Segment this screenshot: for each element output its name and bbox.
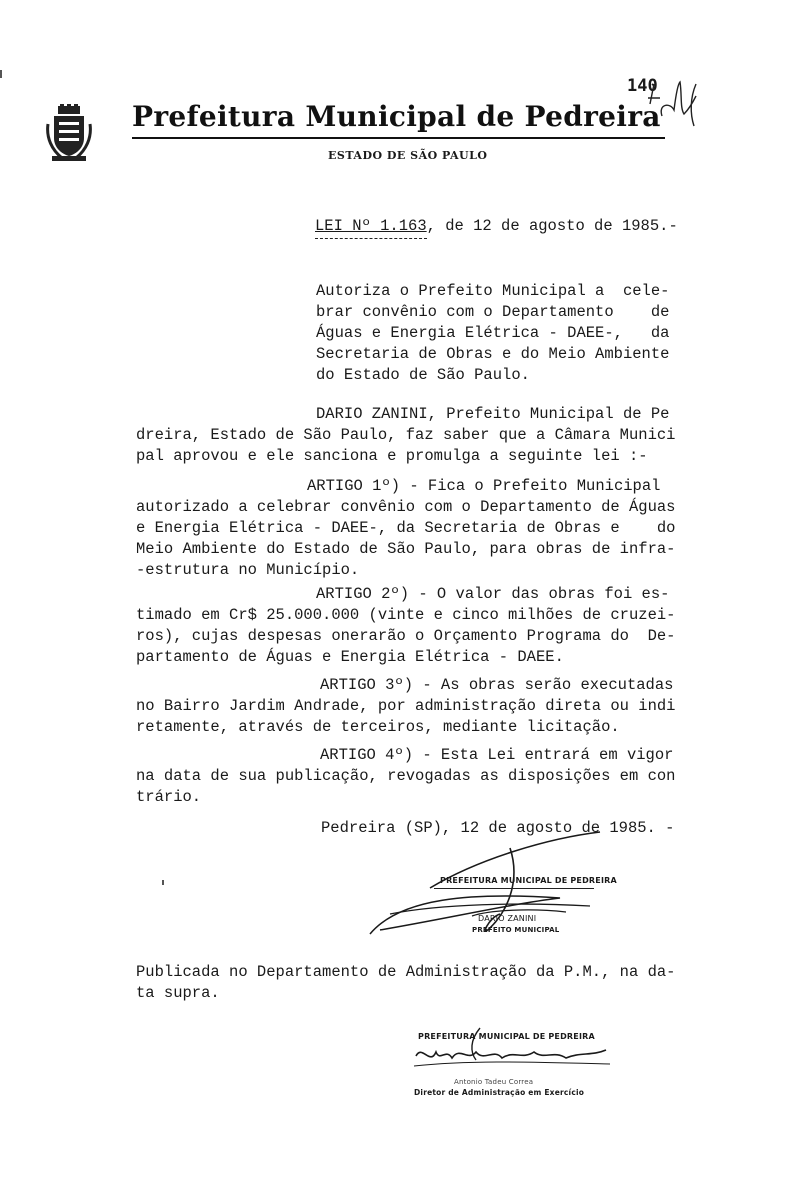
preamble-block <box>136 404 676 467</box>
article-2 <box>136 584 676 668</box>
publication-block <box>136 962 676 1004</box>
place-date: Pedreira (SP), 12 de agosto de 1985. - <box>321 819 675 837</box>
signatory-name: Antonio Tadeu Correa <box>454 1078 534 1086</box>
signatory-role: Diretor de Administração em Exercício <box>414 1088 585 1097</box>
publication-line: ta supra. <box>136 984 220 1002</box>
article-line: ARTIGO 4º) - Esta Lei entrará em vigor <box>320 746 674 764</box>
article-line: Meio Ambiente do Estado de São Paulo, para obras de infra- <box>136 540 676 558</box>
article-line: ros), cujas despesas onerarão o Orçamento Programa do De- <box>136 627 676 645</box>
article-1 <box>136 476 676 581</box>
article-line: ARTIGO 2º) - O valor das obras foi es- <box>316 585 670 603</box>
summary-line: brar convênio com o Departamento de <box>316 303 670 321</box>
signatory-role: PREFEITO MUNICIPAL <box>472 926 560 934</box>
article-line: -estrutura no Município. <box>136 561 360 579</box>
preamble-line: pal aprovou e ele sanciona e promulga a seguinte lei :- <box>136 447 648 465</box>
article-line: e Energia Elétrica - DAEE-, da Secretaria de Obras e do <box>136 519 676 537</box>
article-line: ARTIGO 3º) - As obras serão executadas <box>320 676 674 694</box>
summary-line: Águas e Energia Elétrica - DAEE-, da <box>316 324 670 342</box>
summary-line: Secretaria de Obras e do Meio Ambiente <box>316 345 670 363</box>
stamp-header: PREFEITURA MUNICIPAL DE PEDREIRA <box>440 876 617 885</box>
article-line: ARTIGO 1º) - Fica o Prefeito Municipal <box>307 477 661 495</box>
page-number: 140 <box>627 76 658 96</box>
article-line: trário. <box>136 788 202 806</box>
stamp-header: PREFEITURA MUNICIPAL DE PEDREIRA <box>418 1032 595 1041</box>
article-line: autorizado a celebrar convênio com o Departamento de Águas <box>136 498 676 516</box>
coat-of-arms-icon <box>46 104 92 162</box>
article-line: timado em Cr$ 25.000.000 (vinte e cinco milhões de cruzei- <box>136 606 676 624</box>
article-4 <box>136 745 676 808</box>
stamp-rule <box>434 888 594 889</box>
page-title: Prefeitura Municipal de Pedreira <box>132 100 661 133</box>
law-heading <box>315 216 678 237</box>
scan-mark <box>0 70 2 78</box>
signatory-name: DARIO ZANINI <box>478 914 537 923</box>
header-rule <box>132 137 665 139</box>
article-line: no Bairro Jardim Andrade, por administração direta ou indi <box>136 697 676 715</box>
summary-line: Autoriza o Prefeito Municipal a cele- <box>316 282 670 300</box>
article-line: retamente, através de terceiros, mediante licitação. <box>136 718 620 736</box>
preamble-line: DARIO ZANINI, Prefeito Municipal de Pe <box>316 405 670 423</box>
summary-line: do Estado de São Paulo. <box>316 366 530 384</box>
article-line: partamento de Águas e Energia Elétrica - DAEE. <box>136 648 564 666</box>
law-id-underline <box>315 238 427 239</box>
signature-director-icon <box>410 1026 620 1076</box>
scan-mark <box>162 880 164 885</box>
article-3 <box>136 675 676 738</box>
summary-block <box>316 281 669 386</box>
article-line: na data de sua publicação, revogadas as disposições em con <box>136 767 676 785</box>
preamble-line: dreira, Estado de São Paulo, faz saber que a Câmara Munici <box>136 426 676 444</box>
law-date: , de 12 de agosto de 1985.- <box>426 217 678 235</box>
header-subtitle: ESTADO DE SÃO PAULO <box>328 149 488 162</box>
publication-line: Publicada no Departamento de Administração da P.M., na da- <box>136 963 676 981</box>
law-id: LEI Nº 1.163 <box>315 217 427 235</box>
